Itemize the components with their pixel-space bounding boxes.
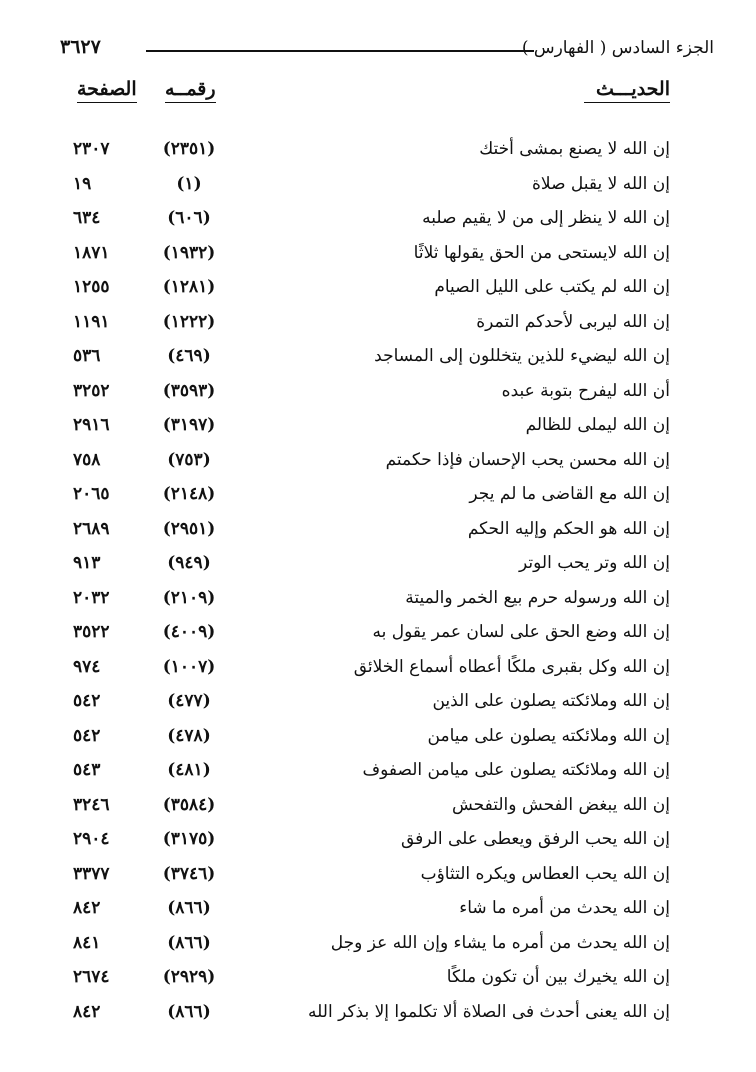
list-item (0, 827, 756, 862)
list-item (0, 206, 756, 241)
hadith-text: إن الله وملائكته يصلون على الذين (432, 691, 670, 711)
hadith-number: (١) (176, 173, 202, 194)
hadith-number: (١٠٠٧) (162, 656, 216, 677)
list-item (0, 241, 756, 276)
hadith-text: إن الله يحب العطاس ويكره التثاؤب (420, 863, 670, 884)
page-ref: ٢٩٠٤ (73, 829, 110, 849)
list-item (0, 896, 756, 931)
page-ref: ٢٣٠٧ (73, 139, 110, 159)
page-ref: ٩٧٤ (73, 656, 101, 677)
column-headers (60, 78, 670, 104)
page-ref: ١١٩١ (73, 311, 110, 332)
volume-title: الجزء السادس ( الفهارس ) (521, 38, 714, 58)
list-item (0, 344, 756, 379)
hadith-number: (٢٩٢٩) (162, 967, 216, 987)
page-ref: ١٨٧١ (73, 242, 110, 263)
hadith-number: (٢١٠٩) (162, 587, 216, 608)
page-ref: ٥٤٣ (73, 760, 101, 780)
list-item (0, 551, 756, 586)
hadith-text: إن الله يبغض الفحش والتفحش (452, 794, 670, 815)
page-ref: ١٢٥٥ (73, 277, 110, 297)
hadith-number: (٢٩٥١) (162, 518, 216, 539)
page-ref: ٣٢٥٢ (73, 380, 110, 401)
page-ref: ٦٣٤ (73, 208, 101, 228)
hadith-number: (٤٦٩) (167, 346, 211, 366)
list-item (0, 137, 756, 172)
page-ref: ٨٤٢ (73, 1001, 101, 1022)
list-item (0, 965, 756, 1000)
page-ref: ٣٥٢٢ (73, 622, 110, 642)
list-item (0, 482, 756, 517)
hadith-number: (٢٣٥١) (162, 139, 216, 159)
hadith-text: إن الله لايستحى من الحق يقولها ثلاثًا (413, 242, 670, 263)
hadith-text: إن الله لا يصنع بمشى أختك (479, 139, 670, 159)
hadith-text: إن الله وملائكته يصلون على ميامن الصفوف (362, 760, 670, 780)
hadith-text: إن الله يخيرك بين أن تكون ملكًا (446, 967, 670, 987)
hadith-number: (٩٤٩) (167, 553, 211, 573)
hadith-text: إن الله ليملى للظالم (525, 415, 670, 435)
hadith-number: (٣٥٩٣) (162, 380, 216, 401)
page-ref: ٨٤١ (73, 932, 101, 953)
list-item (0, 655, 756, 690)
page-ref: ٩١٣ (73, 553, 101, 573)
list-item (0, 275, 756, 310)
hadith-text: إن الله مع القاضى ما لم يجر (469, 484, 670, 504)
page-ref: ٧٥٨ (73, 449, 101, 470)
hadith-text: إن الله يحب الرفق ويعطى على الرفق (400, 829, 670, 849)
hadith-text: أن الله ليفرح بتوبة عبده (501, 380, 670, 401)
page-ref: ٢٦٨٩ (73, 518, 110, 539)
page-ref: ٣٢٤٦ (73, 794, 110, 815)
page-ref: ٢٠٦٥ (73, 484, 110, 504)
list-item (0, 793, 756, 828)
hadith-text: إن الله وملائكته يصلون على ميامن (427, 725, 670, 746)
hadith-number: (٨٦٦) (167, 1001, 211, 1022)
hadith-text: إن الله يعنى أحدث فى الصلاة ألا تكلموا إلا بذكر الله (308, 1001, 670, 1022)
hadith-number: (٦٠٦) (167, 208, 211, 228)
list-item (0, 931, 756, 966)
hadith-text: إن الله وكل بقبرى ملكًا أعطاه أسماع الخلائق (353, 656, 670, 677)
list-item (0, 862, 756, 897)
hadith-number: (٣١٩٧) (162, 415, 216, 435)
list-item (0, 310, 756, 345)
hadith-number: (٣١٧٥) (162, 829, 216, 849)
list-item (0, 172, 756, 207)
list-item (0, 379, 756, 414)
hadith-number: (١٢٨١) (162, 277, 216, 297)
hadith-number: (٣٧٤٦) (162, 863, 216, 884)
hadith-text: إن الله لا يقبل صلاة (532, 173, 670, 194)
hadith-text: إن الله ليضيء للذين يتخللون إلى المساجد (374, 346, 670, 366)
page-ref: ٥٤٢ (73, 691, 101, 711)
list-item (0, 724, 756, 759)
hadith-text: إن الله لم يكتب على الليل الصيام (434, 277, 670, 297)
list-item (0, 1000, 756, 1035)
list-item (0, 689, 756, 724)
hadith-number: (٢١٤٨) (162, 484, 216, 504)
column-header-page: الصفحة (77, 78, 137, 103)
hadith-text: إن الله وتر يحب الوتر (519, 553, 670, 573)
column-header-hadith: الحديـــث (584, 78, 670, 103)
page-ref: ٨٤٢ (73, 898, 101, 918)
hadith-number: (٤٨١) (167, 760, 211, 780)
hadith-number: (٨٦٦) (167, 898, 211, 918)
list-item (0, 517, 756, 552)
header-rule (146, 50, 534, 52)
hadith-text: إن الله لا ينظر إلى من لا يقيم صلبه (422, 208, 670, 228)
page-number: ٣٦٢٧ (60, 36, 101, 58)
index-list (0, 137, 756, 1034)
hadith-text: إن الله وضع الحق على لسان عمر يقول به (372, 622, 670, 642)
hadith-text: إن الله هو الحكم وإليه الحكم (467, 518, 670, 539)
list-item (0, 620, 756, 655)
hadith-number: (٨٦٦) (167, 932, 211, 953)
hadith-text: إن الله ورسوله حرم بيع الخمر والميتة (405, 587, 670, 608)
hadith-text: إن الله ليربى لأحدكم التمرة (476, 311, 670, 332)
hadith-number: (١٢٢٢) (162, 311, 216, 332)
hadith-text: إن الله محسن يحب الإحسان فإذا حكمتم (385, 449, 670, 470)
hadith-text: إن الله يحدث من أمره ما يشاء وإن الله عز وجل (330, 932, 670, 953)
hadith-number: (٧٥٣) (167, 449, 211, 470)
list-item (0, 586, 756, 621)
hadith-number: (٤٧٧) (167, 691, 211, 711)
hadith-number: (١٩٣٢) (162, 242, 216, 263)
hadith-number: (٤٧٨) (167, 725, 211, 746)
page-ref: ٢٦٧٤ (73, 967, 110, 987)
list-item (0, 413, 756, 448)
page-ref: ٥٣٦ (73, 346, 101, 366)
column-header-number: رقمــه (165, 78, 216, 103)
running-head (60, 38, 714, 62)
page-ref: ٥٤٢ (73, 725, 101, 746)
list-item (0, 758, 756, 793)
page-ref: ٢٠٣٢ (73, 587, 110, 608)
page-ref: ٢٩١٦ (73, 415, 110, 435)
page-ref: ١٩ (73, 173, 92, 194)
list-item (0, 448, 756, 483)
hadith-text: إن الله يحدث من أمره ما شاء (459, 898, 670, 918)
page-ref: ٣٣٧٧ (73, 863, 110, 884)
hadith-number: (٤٠٠٩) (162, 622, 216, 642)
hadith-number: (٣٥٨٤) (162, 794, 216, 815)
